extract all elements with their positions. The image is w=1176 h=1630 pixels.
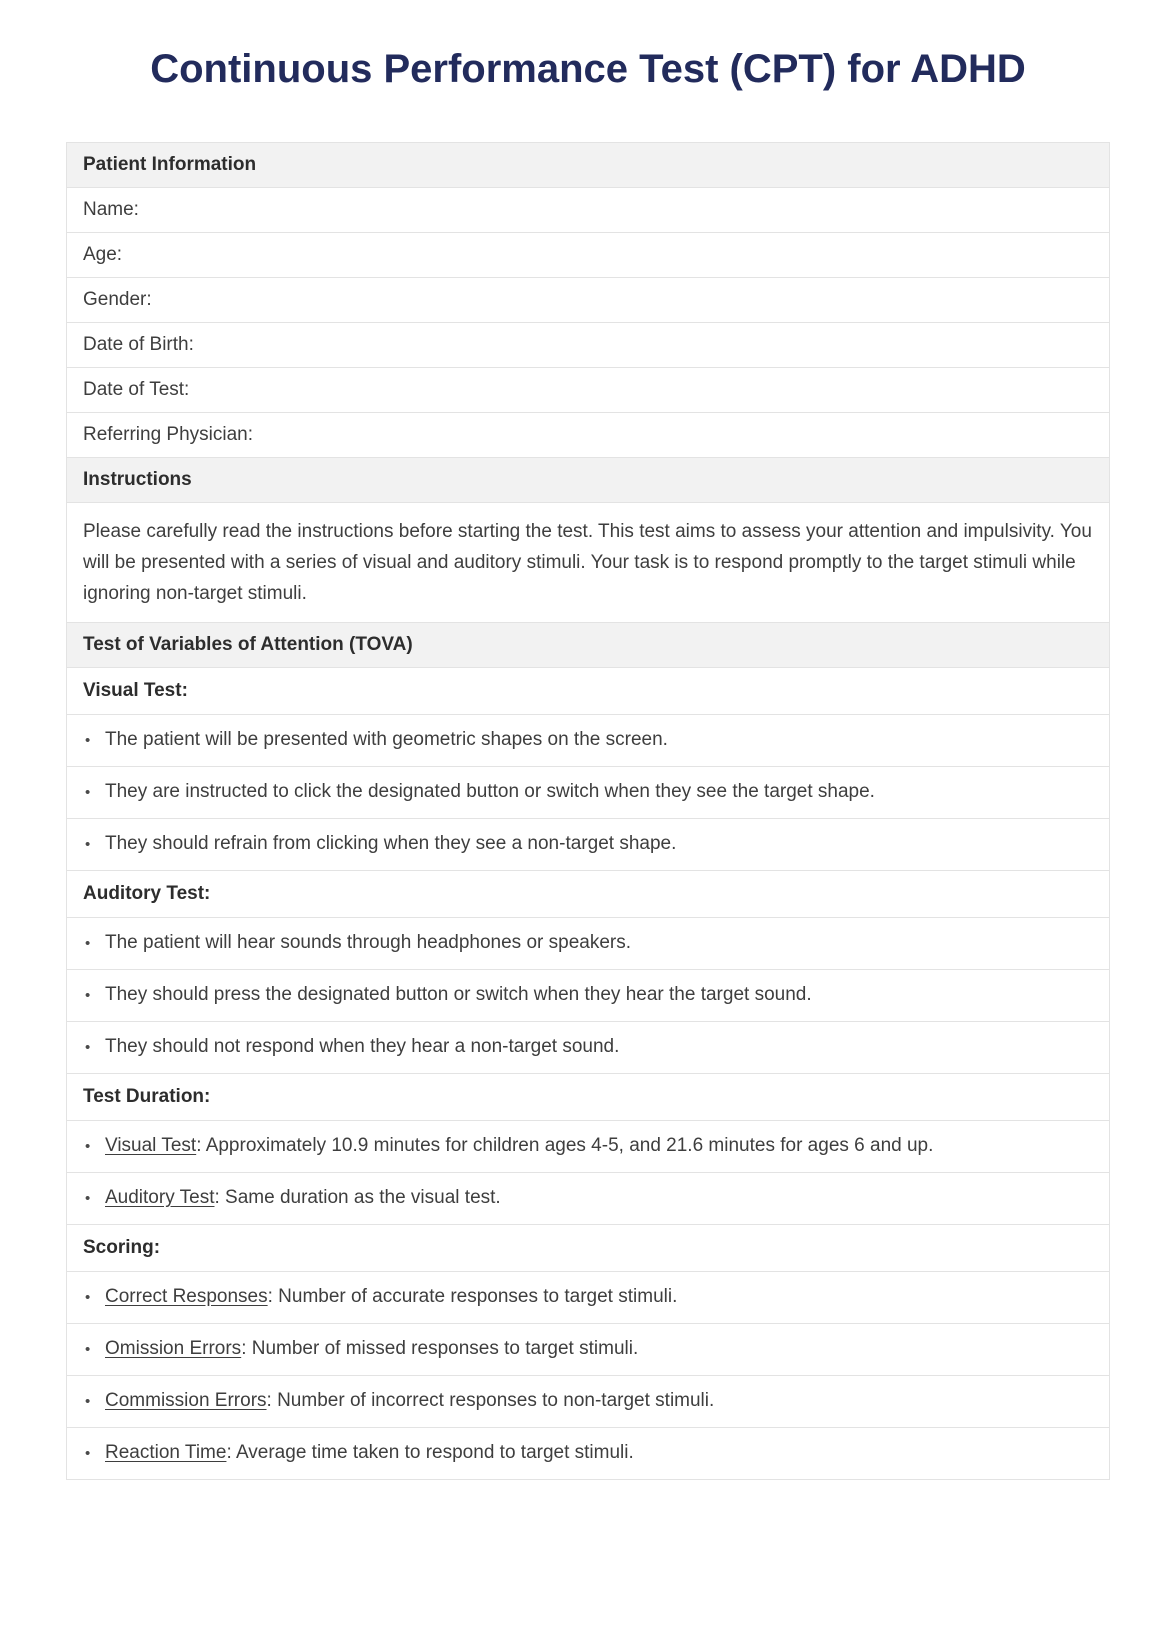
list-item-text: The patient will be presented with geometric shapes on the screen.: [105, 729, 668, 750]
field-row-name: Name:: [67, 187, 1109, 232]
bullet-icon: [85, 1438, 105, 1469]
list-item-text: They should press the designated button or switch when they hear the target sound.: [105, 984, 812, 1005]
subheading-visual-test: Visual Test:: [67, 667, 1109, 714]
bullet-icon: [85, 777, 105, 808]
field-row-age: Age:: [67, 232, 1109, 277]
term-definition: : Average time taken to respond to target stimuli.: [226, 1442, 634, 1463]
bullet-icon: [85, 1334, 105, 1365]
field-row-gender: Gender:: [67, 277, 1109, 322]
bullet-icon: [85, 1282, 105, 1313]
list-item-duration-visual: [67, 1120, 1109, 1172]
document-table: [66, 142, 1110, 1480]
bullet-icon: [85, 1131, 105, 1162]
list-item-scoring-correct-responses: [67, 1271, 1109, 1323]
list-item-text: [105, 1386, 1093, 1416]
field-row-date-of-test: Date of Test:: [67, 367, 1109, 412]
underlined-term: Commission Errors: [105, 1390, 267, 1411]
list-item-visual-1: [67, 714, 1109, 766]
list-item-text: They should refrain from clicking when they see a non-target shape.: [105, 833, 677, 854]
subheading-auditory-test: Auditory Test:: [67, 870, 1109, 917]
list-item-duration-auditory: [67, 1172, 1109, 1224]
list-item-visual-3: [67, 818, 1109, 870]
list-item-scoring-reaction-time: [67, 1427, 1109, 1479]
list-item-scoring-omission-errors: [67, 1323, 1109, 1375]
list-item-text: [105, 1438, 1093, 1468]
field-row-referring-physician: Referring Physician:: [67, 412, 1109, 457]
section-header-patient-information: Patient Information: [67, 143, 1109, 187]
list-item-text: [105, 1131, 1093, 1161]
underlined-term: Reaction Time: [105, 1442, 227, 1463]
term-definition: : Number of missed responses to target stimuli.: [241, 1338, 639, 1359]
section-header-tova: Test of Variables of Attention (TOVA): [67, 622, 1109, 667]
list-item-text: They are instructed to click the designated button or switch when they see the target shape.: [105, 781, 875, 802]
list-item-text: [105, 1334, 1093, 1364]
page-title: Continuous Performance Test (CPT) for ADHD: [150, 47, 1026, 91]
section-header-instructions: Instructions: [67, 457, 1109, 502]
underlined-term: Correct Responses: [105, 1286, 268, 1307]
list-item-text: [105, 1282, 1093, 1312]
list-item-text: The patient will hear sounds through headphones or speakers.: [105, 932, 632, 953]
term-definition: : Approximately 10.9 minutes for children ages 4-5, and 21.6 minutes for ages 6 and up.: [196, 1135, 934, 1156]
subheading-scoring: Scoring:: [67, 1224, 1109, 1271]
bullet-icon: [85, 928, 105, 959]
term-definition: : Same duration as the visual test.: [214, 1187, 501, 1208]
underlined-term: Auditory Test: [105, 1187, 215, 1208]
list-item-visual-2: [67, 766, 1109, 818]
subheading-test-duration: Test Duration:: [67, 1073, 1109, 1120]
instructions-paragraph: Please carefully read the instructions before starting the test. This test aims to assess your attention and impulsivity. You will be presented with a series of visual and auditory stimuli. Your task is to respond promptly to the target stimuli while ignoring non-target stimuli.: [67, 502, 1109, 622]
list-item-auditory-3: [67, 1021, 1109, 1073]
field-row-date-of-birth: Date of Birth:: [67, 322, 1109, 367]
bullet-icon: [85, 1032, 105, 1063]
underlined-term: Visual Test: [105, 1135, 197, 1156]
bullet-icon: [85, 1183, 105, 1214]
bullet-icon: [85, 1386, 105, 1417]
list-item-auditory-1: [67, 917, 1109, 969]
term-definition: : Number of accurate responses to target stimuli.: [267, 1286, 678, 1307]
bullet-icon: [85, 980, 105, 1011]
bullet-icon: [85, 829, 105, 860]
list-item-scoring-commission-errors: [67, 1375, 1109, 1427]
list-item-auditory-2: [67, 969, 1109, 1021]
bullet-icon: [85, 725, 105, 756]
list-item-text: They should not respond when they hear a non-target sound.: [105, 1036, 620, 1057]
list-item-text: [105, 1183, 1093, 1213]
underlined-term: Omission Errors: [105, 1338, 242, 1359]
term-definition: : Number of incorrect responses to non-target stimuli.: [266, 1390, 715, 1411]
